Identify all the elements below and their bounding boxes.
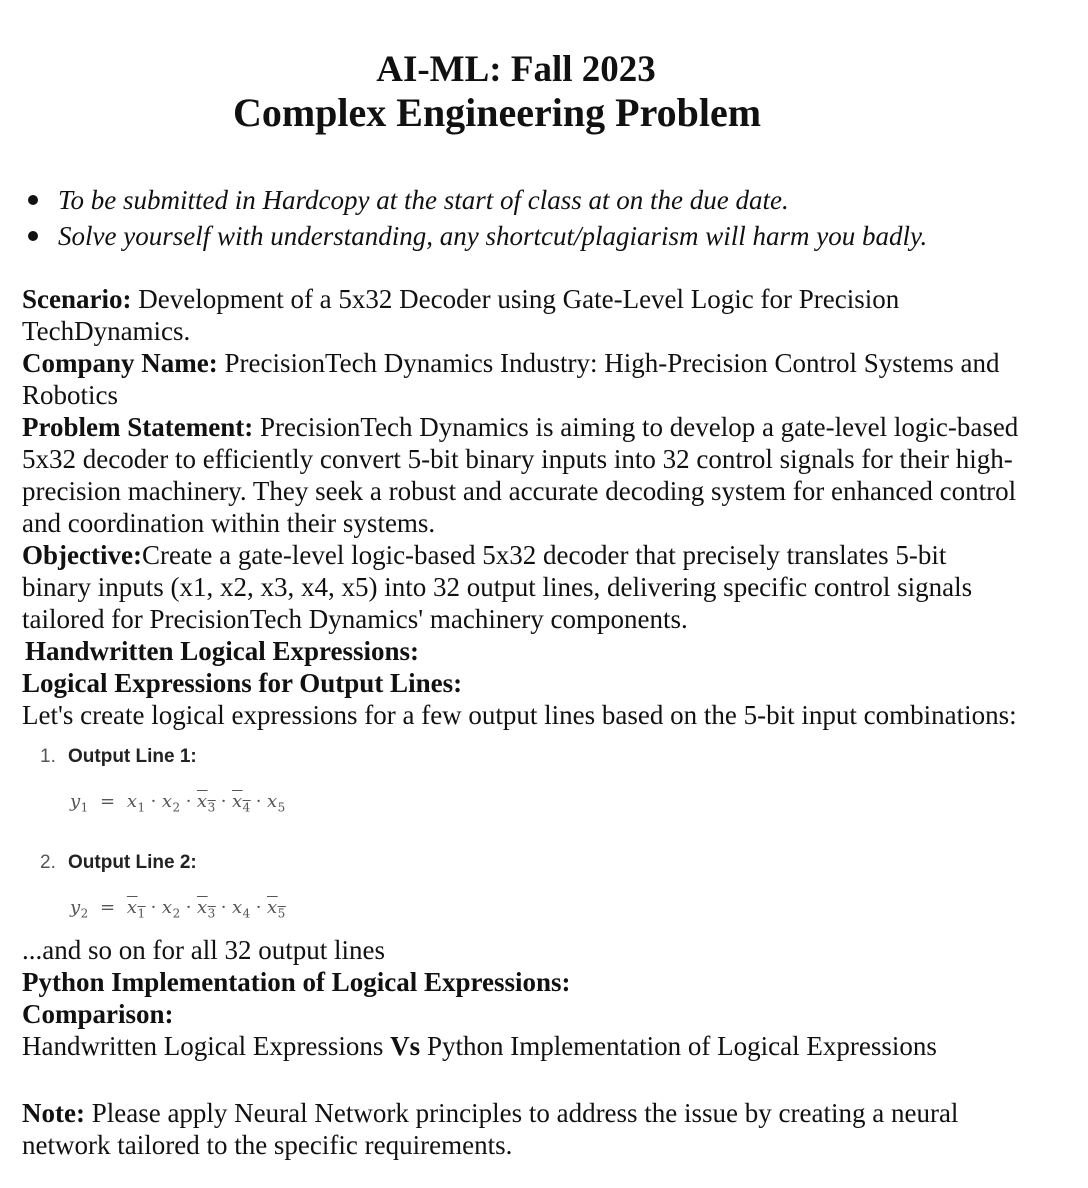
output-lines-heading: Logical Expressions for Output Lines: [22,668,463,698]
output-line-item: 2. Output Line 2: $y_2 = x_1 \cdot x_2 \cdot x_3 \cdot x_4 \cdot x_5$ [40,843,1022,929]
and-so-on-text: ...and so on for all 32 output lines [22,935,385,965]
problem-description [22,283,1022,948]
instruction-item: To be submitted in Hardcopy at the start of class at on the due date. [28,182,1068,218]
equation-y1: $y_1 = x_1 \cdot x_2 \cdot x_3 \cdot x_4 \cdot x_5$ [70,791,286,815]
implementation-section [22,934,1022,1062]
bullet-icon [28,195,38,205]
company-paragraph: Company Name: PrecisionTech Dynamics Industry: High-Precision Control Systems and Robotics [22,348,1000,410]
instruction-item: Solve yourself with understanding, any shortcut/plagiarism will harm you badly. [28,218,1068,254]
intro-paragraph: Let's create logical expressions for a few output lines based on the 5-bit input combinations: [22,700,1017,730]
equation-y2: $y_2 = x_1 \cdot x_2 \cdot x_3 \cdot x_4 \cdot x_5$ [70,896,286,921]
objective-paragraph: Objective:Create a gate-level logic-based 5x32 decoder that precisely translates 5-bit binary inputs (x1, x2, x3, x4, x5) into 32 output lines, delivering specific control signals tailored for PrecisionTech Dynamics' machinery components. [22,540,973,634]
comparison-text: Handwritten Logical Expressions Vs Python Implementation of Logical Expressions [22,1031,937,1061]
instructions-list [28,182,1068,254]
handwritten-heading: Handwritten Logical Expressions: [25,636,420,666]
output-line-item: 1. Output Line 1: $y_1 = x_1 \cdot x_2 \cdot x_3 \cdot x_4 \cdot x_5$ [40,737,1022,823]
problem-statement-paragraph: Problem Statement: PrecisionTech Dynamics is aiming to develop a gate-level logic-based 5x32 decoder to efficiently convert 5-bit binary inputs into 32 control signals for their high-precision machinery. They seek a robust and accurate decoding system for enhanced control and coordination within their systems. [22,412,1019,538]
document-subtitle: Complex Engineering Problem [232,90,762,135]
comparison-heading: Comparison: [22,999,174,1029]
bullet-icon [28,231,38,241]
note-paragraph: Note: Please apply Neural Network principles to address the issue by creating a neural network tailored to the specific requirements. [22,1098,959,1160]
python-heading: Python Implementation of Logical Expressions: [22,967,571,997]
document-title: AI-ML: Fall 2023 [376,49,656,90]
output-line-list [22,737,1022,928]
scenario-paragraph: Scenario: Development of a 5x32 Decoder using Gate-Level Logic for Precision TechDynamics. [22,284,900,346]
